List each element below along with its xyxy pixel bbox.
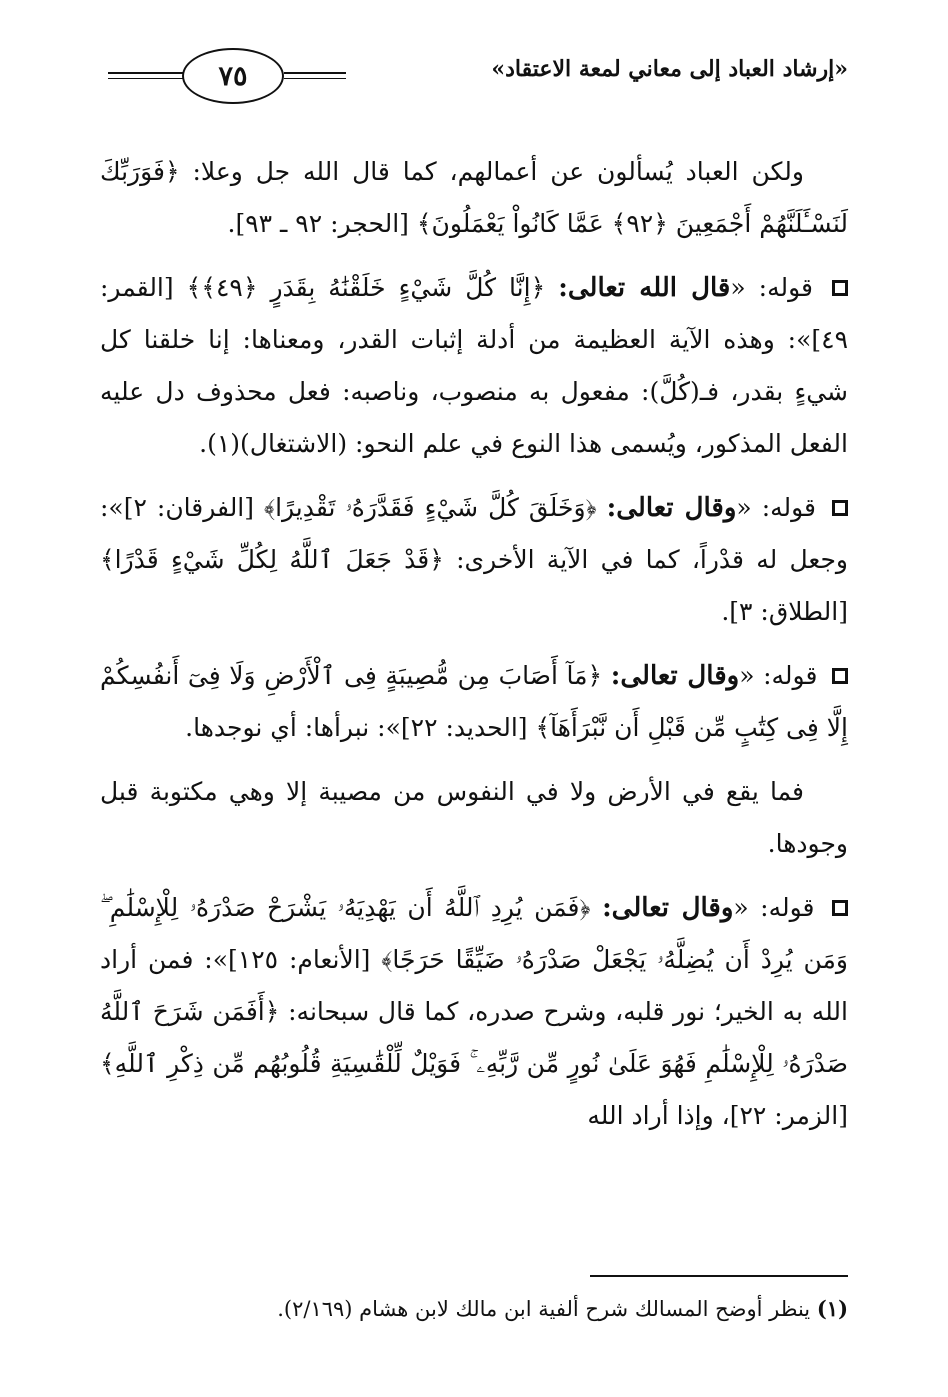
footnote bbox=[100, 1294, 848, 1324]
paragraph-lead: قوله: « bbox=[733, 893, 815, 922]
paragraph-lead: قوله: « bbox=[730, 273, 813, 302]
paragraph bbox=[100, 650, 848, 754]
footnote-separator bbox=[590, 1275, 848, 1277]
paragraph-text: ﴿فَمَن يُرِدِ ٱللَّهُ أَن يَهْدِيَهُۥ يَشْرَحْ صَدْرَهُۥ لِلْإِسْلَٰمِ ۖ وَمَن يُرِدْ أَن يُضِلَّهُۥ يَجْعَلْ صَدْرَهُۥ ضَيِّقًا حَرَجًا﴾ [الأنعام: ١٢٥]»: فمن أراد الله به الخير؛ نور قلبه، وشرح صدره، كما قال سبحانه: ﴿أَفَمَن شَرَحَ ٱللَّهُ صَدْرَهُۥ لِلْإِسْلَٰمِ فَهُوَ عَلَىٰ نُورٍ مِّن رَّبِّهِۦ ۚ فَوَيْلٌ لِّلْقَٰسِيَةِ قُلُوبُهُم مِّن ذِكْرِ ٱللَّهِ﴾ [الزمر: ٢٢]، وإذا أراد الله bbox=[100, 893, 848, 1130]
paragraph-text: ﴿إِنَّا كُلَّ شَيْءٍ خَلَقْنَٰهُ بِقَدَرٍ ﴿٤٩﴾﴾ [القمر: ٤٩]»: وهذه الآية العظيمة من أدلة إثبات القدر، ومعناها: إنا خلقنا كل شيءٍ بقدر، فـ(كُلَّ): مفعول به منصوب، وناصبه: فعل محذوف دل عليه الفعل المذكور، ويُسمى هذا النوع في علم النحو: (الاشتغال)(١). bbox=[100, 273, 848, 458]
paragraph-text: ﴿مَآ أَصَابَ مِن مُّصِيبَةٍ فِى ٱلْأَرْضِ وَلَا فِىٓ أَنفُسِكُمْ إِلَّا فِى كِتَٰبٍ مِّن قَبْلِ أَن نَّبْرَأَهَآ﴾ [الحديد: ٢٢]»: نبرأها: أي نوجدها. bbox=[100, 661, 848, 742]
paragraph-text: فما يقع في الأرض ولا في النفوس من مصيبة إلا وهي مكتوبة قبل وجودها. bbox=[100, 777, 848, 858]
header-rule bbox=[284, 78, 346, 79]
footnote-text: ينظر أوضح المسالك شرح ألفية ابن مالك لابن هشام (٢/١٦٩). bbox=[277, 1297, 811, 1321]
page-number: ٧٥ bbox=[218, 60, 248, 92]
paragraph-heading: وقال تعالى: bbox=[606, 493, 737, 523]
page-header bbox=[108, 40, 848, 116]
footnote-number: (١) bbox=[816, 1296, 848, 1321]
paragraph-heading: وقال تعالى: bbox=[602, 893, 734, 923]
paragraph bbox=[100, 482, 848, 638]
page-number-oval bbox=[182, 48, 284, 104]
paragraph bbox=[100, 882, 848, 1142]
checkbox-bullet-icon bbox=[832, 500, 848, 516]
checkbox-bullet-icon bbox=[832, 900, 848, 916]
page-body bbox=[100, 146, 848, 1142]
header-rule bbox=[108, 72, 184, 74]
paragraph-text: ﴿وَخَلَقَ كُلَّ شَيْءٍ فَقَدَّرَهُۥ تَقْدِيرًا﴾ [الفرقان: ٢]»: وجعل له قدْراً، كما في الآية الأخرى: ﴿قَدْ جَعَلَ ٱللَّهُ لِكُلِّ شَيْءٍ قَدْرًا﴾ [الطلاق: ٣]. bbox=[100, 493, 848, 626]
paragraph-lead: قوله: « bbox=[739, 661, 818, 690]
running-title: «إرشاد العباد إلى معاني لمعة الاعتقاد» bbox=[491, 56, 848, 82]
paragraph-lead: قوله: « bbox=[736, 493, 817, 522]
header-rule bbox=[108, 78, 184, 79]
paragraph-text: ولكن العباد يُسألون عن أعمالهم، كما قال الله جل وعلا: ﴿فَوَرَبِّكَ لَنَسْـَٔلَنَّهُمْ أَجْمَعِينَ ﴿٩٢﴾ عَمَّا كَانُواْ يَعْمَلُونَ﴾ [الحجر: ٩٢ ـ ٩٣]. bbox=[100, 157, 848, 238]
checkbox-bullet-icon bbox=[832, 668, 848, 684]
paragraph bbox=[100, 766, 848, 870]
paragraph bbox=[100, 262, 848, 470]
paragraph bbox=[100, 146, 848, 250]
checkbox-bullet-icon bbox=[832, 280, 848, 296]
header-rule bbox=[284, 72, 346, 74]
paragraph-heading: قال الله تعالى: bbox=[558, 273, 731, 303]
paragraph-heading: وقال تعالى: bbox=[610, 661, 740, 691]
